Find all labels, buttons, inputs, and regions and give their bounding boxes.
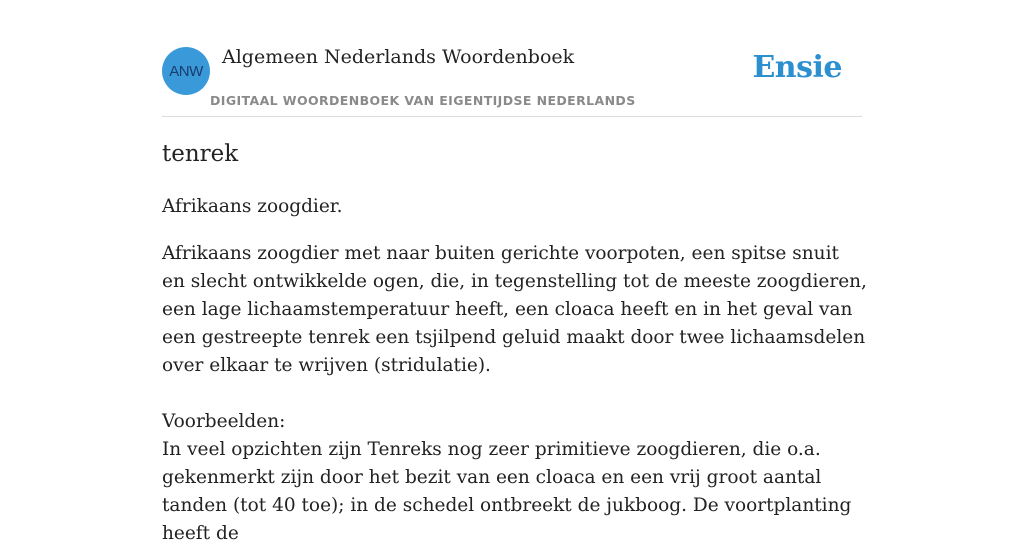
anw-logo[interactable]	[162, 47, 210, 95]
anw-logo-text: ANW	[169, 62, 203, 80]
site-title[interactable]: Algemeen Nederlands Woordenboek	[222, 46, 575, 68]
example-text: In veel opzichten zijn Tenreks nog zeer primitieve zoogdieren, die o.a. gekenmerkt zijn door het bezit van een cloaca en een vrij groot aantal tanden (tot 40 toe); in de schedel ontbreekt de jukboog. De voortplanting heeft de	[162, 439, 852, 544]
long-definition: Afrikaans zoogdier met naar buiten gerichte voorpoten, een spitse snuit en slecht ontwikkelde ogen, die, in tegenstelling tot de meeste zoogdieren, een lage lichaamstemperatuur heeft, een cloaca heeft en in het geval van een gestreepte tenrek een tsjilpend geluid maakt door twee lichaamsdelen over elkaar te wrijven (stridulatie).	[162, 243, 867, 376]
site-subtitle: DIGITAAL WOORDENBOEK VAN EIGENTIJDSE NEDERLANDS	[210, 93, 636, 108]
short-definition: Afrikaans zoogdier.	[162, 196, 343, 217]
entry-headword: tenrek	[162, 141, 239, 167]
ensie-brand-link[interactable]: Ensie	[752, 50, 842, 85]
site-header	[162, 0, 862, 117]
entry-content	[162, 138, 867, 548]
examples-heading: Voorbeelden:	[162, 411, 286, 432]
